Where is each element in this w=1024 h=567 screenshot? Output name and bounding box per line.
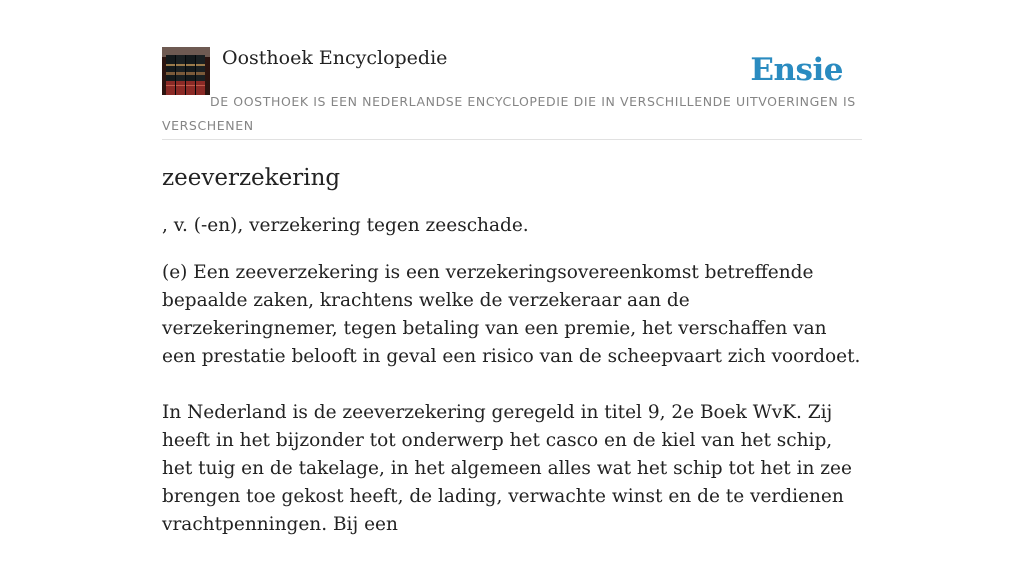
brand-logo-link[interactable]: Ensie bbox=[750, 52, 843, 88]
body-paragraph: (e) Een zeeverzekering is een verzekeringsovereenkomst betreffende bepaalde zaken, krachtens welke de verzekeraar aan de verzekeringnemer, tegen betaling van een premie, het verschaffen van een prestatie belooft in geval een risico van de scheepvaart zich voordoet. bbox=[162, 262, 861, 367]
article bbox=[162, 160, 862, 567]
site-avatar[interactable] bbox=[162, 47, 210, 95]
site-tagline: DE OOSTHOEK IS EEN NEDERLANDSE ENCYCLOPEDIE DIE IN VERSCHILLENDE UITVOERINGEN IS VERSCHENEN bbox=[162, 94, 856, 133]
book-spines-icon bbox=[162, 47, 210, 95]
entry-title: zeeverzekering bbox=[162, 165, 341, 191]
site-name[interactable]: Oosthoek Encyclopedie bbox=[222, 47, 448, 69]
entry-body bbox=[162, 259, 862, 539]
site-header bbox=[162, 46, 862, 140]
entry-definition: , v. (-en), verzekering tegen zeeschade. bbox=[162, 215, 529, 236]
body-paragraph: In Nederland is de zeeverzekering geregeld in titel 9, 2e Boek WvK. Zij heeft in het bijzonder tot onderwerp het casco en de kiel van het schip, het tuig en de takelage, in het algemeen alles wat het schip tot het in zee brengen toe gekost heeft, de lading, verwachte winst en de te verdienen vrachtpenningen. Bij een bbox=[162, 402, 852, 535]
